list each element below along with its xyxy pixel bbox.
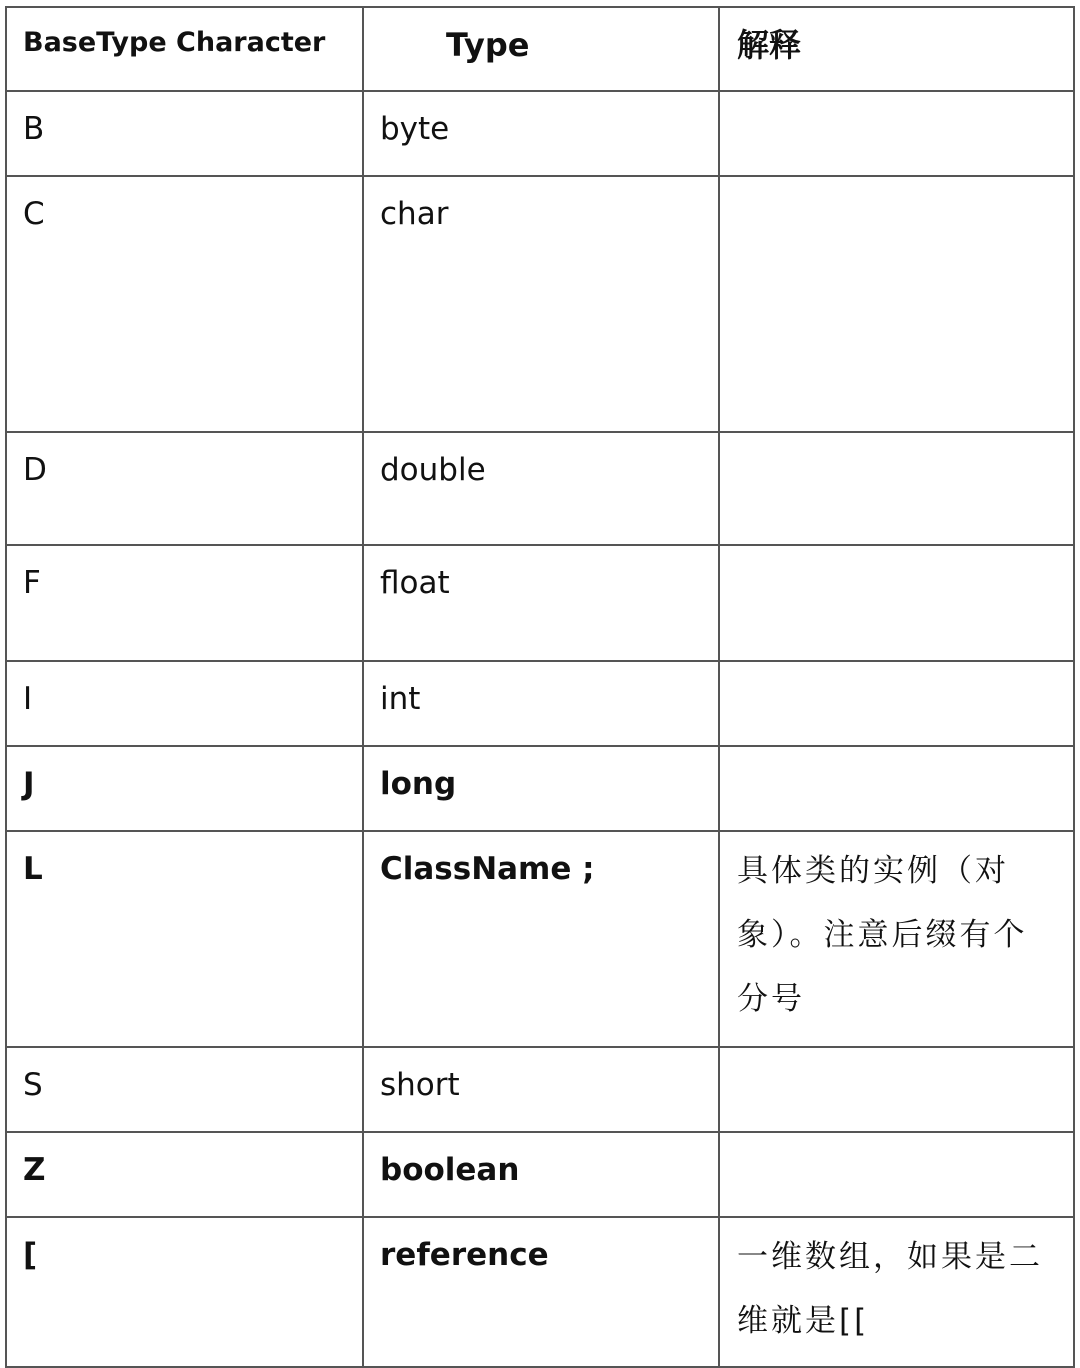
table-row [6, 176, 1074, 432]
cell-char: [ [6, 1217, 363, 1367]
cell-type: byte [363, 91, 719, 176]
cell-type: double [363, 432, 719, 545]
header-basetype-character: BaseType Character [6, 7, 363, 91]
table-header-row [6, 7, 1074, 91]
cell-note-container [719, 831, 1074, 1047]
cell-note [719, 1047, 1074, 1132]
cell-char: D [6, 432, 363, 545]
header-explanation: 解释 [719, 7, 1074, 91]
cell-char: C [6, 176, 363, 432]
cell-char: L [6, 831, 363, 1047]
table-row [6, 661, 1074, 746]
cell-note: 具体类的实例（对象）。注意后缀有个分号 [737, 853, 1028, 1017]
cell-note: 一维数组，如果是二维就是[[ [737, 1239, 1043, 1339]
cell-type: char [363, 176, 719, 432]
cell-char: S [6, 1047, 363, 1132]
cell-char: B [6, 91, 363, 176]
cell-note [719, 746, 1074, 831]
header-type: Type [363, 7, 719, 91]
cell-type: reference [363, 1217, 719, 1367]
cell-type: boolean [363, 1132, 719, 1217]
cell-char: Z [6, 1132, 363, 1217]
cell-char: J [6, 746, 363, 831]
cell-note [719, 661, 1074, 746]
table-row [6, 545, 1074, 661]
table-row [6, 1217, 1074, 1367]
cell-type: long [363, 746, 719, 831]
cell-char: I [6, 661, 363, 746]
table-row [6, 91, 1074, 176]
table-row [6, 432, 1074, 545]
cell-note [719, 545, 1074, 661]
cell-note [719, 91, 1074, 176]
table-row [6, 831, 1074, 1047]
cell-type: ClassName ; [363, 831, 719, 1047]
cell-note [719, 432, 1074, 545]
table-row [6, 1132, 1074, 1217]
cell-type: int [363, 661, 719, 746]
table-row [6, 746, 1074, 831]
cell-char: F [6, 545, 363, 661]
table-row [6, 1047, 1074, 1132]
cell-type: float [363, 545, 719, 661]
cell-type: short [363, 1047, 719, 1132]
cell-note-container [719, 1217, 1074, 1367]
cell-note [719, 176, 1074, 432]
basetype-table [5, 6, 1075, 1368]
cell-note [719, 1132, 1074, 1217]
